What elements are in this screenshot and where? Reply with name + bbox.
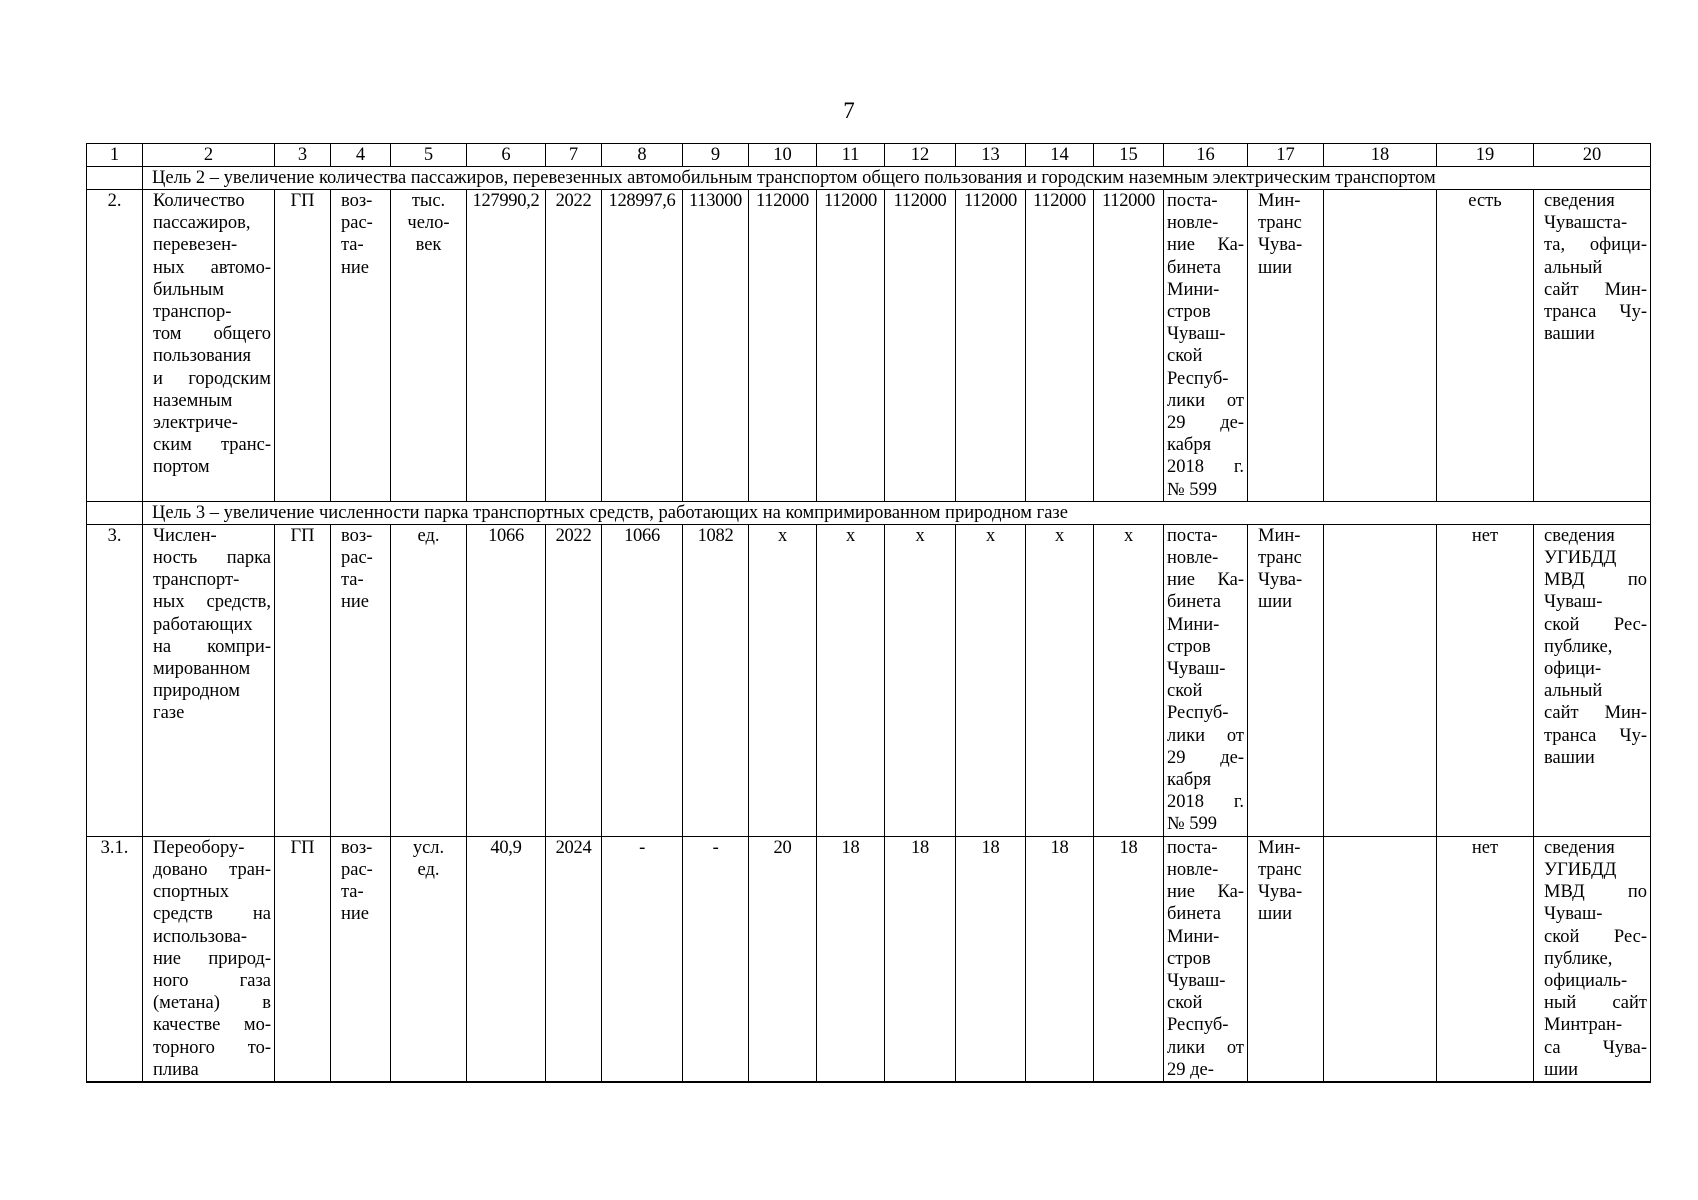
indicator-name-line: пассажиров, <box>153 213 251 234</box>
value-col-8: - <box>602 836 683 1082</box>
regulation-document-line: новле- <box>1167 859 1219 880</box>
regulation-document-line: лики от <box>1167 390 1244 411</box>
regulation-document-line: ние Ка- <box>1167 235 1244 256</box>
unit-of-measure-line: тыс. <box>411 191 446 211</box>
value-col-13: 18 <box>956 836 1026 1082</box>
goal-empty-cell <box>87 167 143 190</box>
column-number-cell: 20 <box>1534 144 1651 167</box>
indicator-direction-line: рас- <box>341 213 373 234</box>
goal-title: Цель 3 – увеличение численности парка транспортных средств, работающих на компримированном природном газе <box>143 501 1651 524</box>
regulation-document-line: лики от <box>1167 1037 1244 1058</box>
indicator-name-line: ного газа <box>153 970 271 991</box>
indicator-name-line: перевезен- <box>153 235 238 256</box>
regulation-document-line: новле- <box>1167 213 1219 234</box>
regulation-document-line: Респуб- <box>1167 1015 1229 1036</box>
value-col-14: 112000 <box>1026 190 1094 502</box>
data-source-line: УГИБДД <box>1544 859 1617 880</box>
indicator-type: ГП <box>275 190 331 502</box>
column-number-cell: 6 <box>467 144 546 167</box>
indicator-name-line: ние природ- <box>153 948 271 969</box>
regulation-document <box>1164 836 1248 1082</box>
regulation-document-line: поста- <box>1167 191 1218 211</box>
indicator-name-line: газе <box>153 703 185 724</box>
indicator-name-line: Переобору- <box>153 837 245 858</box>
goal-title: Цель 2 – увеличение количества пассажиров, перевезенных автомобильным транспортом общего пользования и городским наземным электрическим транспортом <box>143 167 1651 190</box>
regulation-document-line: 29 де- <box>1167 747 1244 768</box>
unit-of-measure <box>391 524 467 836</box>
data-source-line: Чувашста- <box>1544 213 1628 234</box>
data-source-line: Чуваш- <box>1544 904 1603 925</box>
indicator-row <box>87 190 1651 502</box>
indicator-name-line: ским транс- <box>153 435 271 456</box>
value-col-11: 18 <box>817 836 885 1082</box>
value-col-8: 1066 <box>602 524 683 836</box>
base-year: 2024 <box>546 836 602 1082</box>
data-source <box>1534 524 1651 836</box>
regulation-document-line: Респуб- <box>1167 703 1229 724</box>
indicator-name-line: работающих <box>153 614 253 635</box>
regulation-document <box>1164 190 1248 502</box>
unit-of-measure-line: чело- <box>407 213 450 234</box>
regulation-document-line: бинета <box>1167 592 1221 613</box>
indicator-name-line: том общего <box>153 324 271 345</box>
indicator-direction <box>331 836 391 1082</box>
indicator-name <box>143 524 275 836</box>
column-number-cell: 15 <box>1094 144 1164 167</box>
regulation-document-line: № 599 <box>1167 814 1218 835</box>
unit-of-measure-line: век <box>415 235 442 256</box>
responsible-body-line: транс <box>1258 213 1302 234</box>
indicator-name-line: Количество <box>153 191 245 211</box>
responsible-body-line: шии <box>1258 904 1293 925</box>
regulation-document-line: лики от <box>1167 725 1244 746</box>
indicator-name-line: ных автомо- <box>153 257 271 278</box>
indicator-direction-line: та- <box>341 570 364 591</box>
data-source-line: сведения <box>1544 525 1615 546</box>
responsible-body-line: Чува- <box>1258 882 1303 903</box>
value-col-12: х <box>885 524 956 836</box>
value-col-14: х <box>1026 524 1094 836</box>
data-source-line: сайт Мин- <box>1544 279 1647 300</box>
value-col-13: х <box>956 524 1026 836</box>
data-source-line: ный сайт <box>1544 993 1647 1014</box>
column-number-cell: 9 <box>683 144 749 167</box>
column-number-cell: 13 <box>956 144 1026 167</box>
indicators-table <box>86 143 1651 1083</box>
data-source-line: сведения <box>1544 837 1615 858</box>
regulation-document-line: № 599 <box>1167 479 1218 500</box>
column-number-cell: 8 <box>602 144 683 167</box>
data-source-line: офици- <box>1544 659 1602 680</box>
data-source-line: вашии <box>1544 747 1595 768</box>
value-col-12: 112000 <box>885 190 956 502</box>
data-source-line: Минтран- <box>1544 1015 1623 1036</box>
availability-flag: нет <box>1437 524 1534 836</box>
goal-row <box>87 167 1651 190</box>
unit-of-measure-line: усл. <box>412 837 445 858</box>
value-col-8: 128997,6 <box>602 190 683 502</box>
indicator-direction-line: ние <box>341 257 370 278</box>
indicator-name-line: природном <box>153 681 240 702</box>
data-source-line: официаль- <box>1544 970 1628 991</box>
indicator-name-line: спортных <box>153 882 230 903</box>
unit-of-measure-line: ед. <box>417 525 440 546</box>
indicator-name-line: плива <box>153 1059 199 1080</box>
indicator-name-line: (метана) в <box>153 993 271 1014</box>
base-year: 2022 <box>546 190 602 502</box>
unit-of-measure <box>391 190 467 502</box>
indicator-name-line: наземным <box>153 390 233 411</box>
regulation-document-line: Чуваш- <box>1167 970 1226 991</box>
indicator-name-line: довано тран- <box>153 859 271 880</box>
regulation-document-line: Мини- <box>1167 279 1220 300</box>
data-source-line: са Чува- <box>1544 1037 1647 1058</box>
column-number-row <box>87 144 1651 167</box>
availability-flag: есть <box>1437 190 1534 502</box>
value-col-9: 113000 <box>683 190 749 502</box>
data-source-line: вашии <box>1544 324 1595 345</box>
indicator-direction-line: та- <box>341 235 364 256</box>
indicator-name-line: транспорт- <box>153 570 240 591</box>
empty-col-18 <box>1324 190 1437 502</box>
regulation-document-line: ской <box>1167 346 1203 367</box>
goal-empty-cell <box>87 501 143 524</box>
data-source-line: сведения <box>1544 191 1615 211</box>
data-source <box>1534 190 1651 502</box>
regulation-document-line: бинета <box>1167 257 1221 278</box>
unit-of-measure-line: ед. <box>417 859 440 880</box>
regulation-document-line: Мини- <box>1167 926 1220 947</box>
indicator-name <box>143 836 275 1082</box>
value-col-11: х <box>817 524 885 836</box>
regulation-document-line: новле- <box>1167 548 1219 569</box>
data-source-line: та, офици- <box>1544 235 1647 256</box>
indicator-type: ГП <box>275 836 331 1082</box>
indicator-name-line: средств на <box>153 904 271 925</box>
column-number-cell: 7 <box>546 144 602 167</box>
regulation-document-line: Мини- <box>1167 614 1220 635</box>
regulation-document-line: стров <box>1167 636 1211 657</box>
value-col-9: 1082 <box>683 524 749 836</box>
data-source-line: сайт Мин- <box>1544 703 1647 724</box>
value-col-10: х <box>749 524 817 836</box>
indicator-row <box>87 524 1651 836</box>
indicator-name-line: мированном <box>153 659 251 680</box>
regulation-document-line: 2018 г. <box>1167 457 1244 478</box>
data-source-line: альный <box>1544 681 1603 702</box>
column-number-cell: 12 <box>885 144 956 167</box>
regulation-document-line: стров <box>1167 948 1211 969</box>
regulation-document-line: стров <box>1167 302 1211 323</box>
regulation-document-line: 29 де- <box>1167 413 1244 434</box>
column-number-cell: 5 <box>391 144 467 167</box>
value-col-11: 112000 <box>817 190 885 502</box>
goal-row <box>87 501 1651 524</box>
indicator-name-line: пользования <box>153 346 252 367</box>
regulation-document-line: 2018 г. <box>1167 792 1244 813</box>
data-source-line: публике, <box>1544 636 1613 657</box>
regulation-document-line: 29 де- <box>1167 1059 1214 1080</box>
data-source-line: УГИБДД <box>1544 548 1617 569</box>
column-number-cell: 14 <box>1026 144 1094 167</box>
responsible-body-line: транс <box>1258 548 1302 569</box>
indicator-direction-line: воз- <box>341 525 373 546</box>
row-number: 2. <box>87 190 143 502</box>
indicator-direction-line: та- <box>341 882 364 903</box>
responsible-body <box>1248 524 1324 836</box>
value-col-12: 18 <box>885 836 956 1082</box>
regulation-document-line: ние Ка- <box>1167 570 1244 591</box>
regulation-document-line: ской <box>1167 993 1203 1014</box>
value-col-10: 20 <box>749 836 817 1082</box>
indicator-name <box>143 190 275 502</box>
regulation-document-line: ние Ка- <box>1167 882 1244 903</box>
regulation-document-line: Чуваш- <box>1167 659 1226 680</box>
availability-flag: нет <box>1437 836 1534 1082</box>
regulation-document-line: бинета <box>1167 904 1221 925</box>
column-number-cell: 17 <box>1248 144 1324 167</box>
data-source-line: публике, <box>1544 948 1613 969</box>
indicator-name-line: качестве мо- <box>153 1015 271 1036</box>
indicator-name-line: портом <box>153 457 210 478</box>
data-source-line: ской Рес- <box>1544 614 1647 635</box>
responsible-body-line: Мин- <box>1258 191 1301 211</box>
indicator-direction-line: воз- <box>341 837 373 858</box>
indicator-name-line: использова- <box>153 926 247 947</box>
indicator-name-line: ность парка <box>153 548 271 569</box>
data-source-line: ской Рес- <box>1544 926 1647 947</box>
base-value: 1066 <box>467 524 546 836</box>
row-number: 3. <box>87 524 143 836</box>
value-col-14: 18 <box>1026 836 1094 1082</box>
empty-col-18 <box>1324 836 1437 1082</box>
regulation-document-line: Чуваш- <box>1167 324 1226 345</box>
column-number-cell: 19 <box>1437 144 1534 167</box>
row-number: 3.1. <box>87 836 143 1082</box>
data-source <box>1534 836 1651 1082</box>
regulation-document-line: кабря <box>1167 435 1212 456</box>
indicator-name-line: торного то- <box>153 1037 271 1058</box>
column-number-cell: 16 <box>1164 144 1248 167</box>
column-number-cell: 10 <box>749 144 817 167</box>
regulation-document-line: ской <box>1167 681 1203 702</box>
value-col-13: 112000 <box>956 190 1026 502</box>
data-source-line: транса Чу- <box>1544 725 1647 746</box>
value-col-9: - <box>683 836 749 1082</box>
regulation-document-line: Респуб- <box>1167 368 1229 389</box>
data-source-line: шии <box>1544 1059 1579 1080</box>
base-value: 127990,2 <box>467 190 546 502</box>
indicator-name-line: на компри- <box>153 636 271 657</box>
value-col-15: х <box>1094 524 1164 836</box>
value-col-10: 112000 <box>749 190 817 502</box>
empty-col-18 <box>1324 524 1437 836</box>
indicator-name-line: электриче- <box>153 413 238 434</box>
responsible-body <box>1248 836 1324 1082</box>
indicator-direction-line: рас- <box>341 859 373 880</box>
data-source-line: альный <box>1544 257 1603 278</box>
responsible-body-line: шии <box>1258 592 1293 613</box>
indicator-direction-line: рас- <box>341 548 373 569</box>
page-number: 7 <box>843 98 855 123</box>
column-number-cell: 4 <box>331 144 391 167</box>
responsible-body-line: транс <box>1258 859 1302 880</box>
regulation-document-line: поста- <box>1167 837 1218 858</box>
column-number-cell: 1 <box>87 144 143 167</box>
data-source-line: транса Чу- <box>1544 302 1647 323</box>
regulation-document <box>1164 524 1248 836</box>
responsible-body-line: Чува- <box>1258 570 1303 591</box>
indicator-name-line: Числен- <box>153 525 217 546</box>
value-col-15: 18 <box>1094 836 1164 1082</box>
column-number-cell: 2 <box>143 144 275 167</box>
indicator-name-line: ных средств, <box>153 592 271 613</box>
indicator-direction-line: ние <box>341 904 370 925</box>
regulation-document-line: кабря <box>1167 770 1212 791</box>
responsible-body-line: шии <box>1258 257 1293 278</box>
base-value: 40,9 <box>467 836 546 1082</box>
base-year: 2022 <box>546 524 602 836</box>
indicator-direction <box>331 190 391 502</box>
column-number-cell: 11 <box>817 144 885 167</box>
indicator-name-line: и городским <box>153 368 271 389</box>
responsible-body-line: Чува- <box>1258 235 1303 256</box>
data-source-line: Чуваш- <box>1544 592 1603 613</box>
indicator-name-line: бильным <box>153 279 225 300</box>
indicator-direction-line: ние <box>341 592 370 613</box>
column-number-cell: 18 <box>1324 144 1437 167</box>
regulation-document-line: поста- <box>1167 525 1218 546</box>
indicator-direction-line: воз- <box>341 191 373 211</box>
unit-of-measure <box>391 836 467 1082</box>
value-col-15: 112000 <box>1094 190 1164 502</box>
indicator-row <box>87 836 1651 1082</box>
indicator-type: ГП <box>275 524 331 836</box>
responsible-body <box>1248 190 1324 502</box>
column-number-cell: 3 <box>275 144 331 167</box>
responsible-body-line: Мин- <box>1258 837 1301 858</box>
indicator-direction <box>331 524 391 836</box>
indicator-name-line: транспор- <box>153 302 232 323</box>
responsible-body-line: Мин- <box>1258 525 1301 546</box>
data-source-line: МВД по <box>1544 570 1647 591</box>
data-source-line: МВД по <box>1544 882 1647 903</box>
